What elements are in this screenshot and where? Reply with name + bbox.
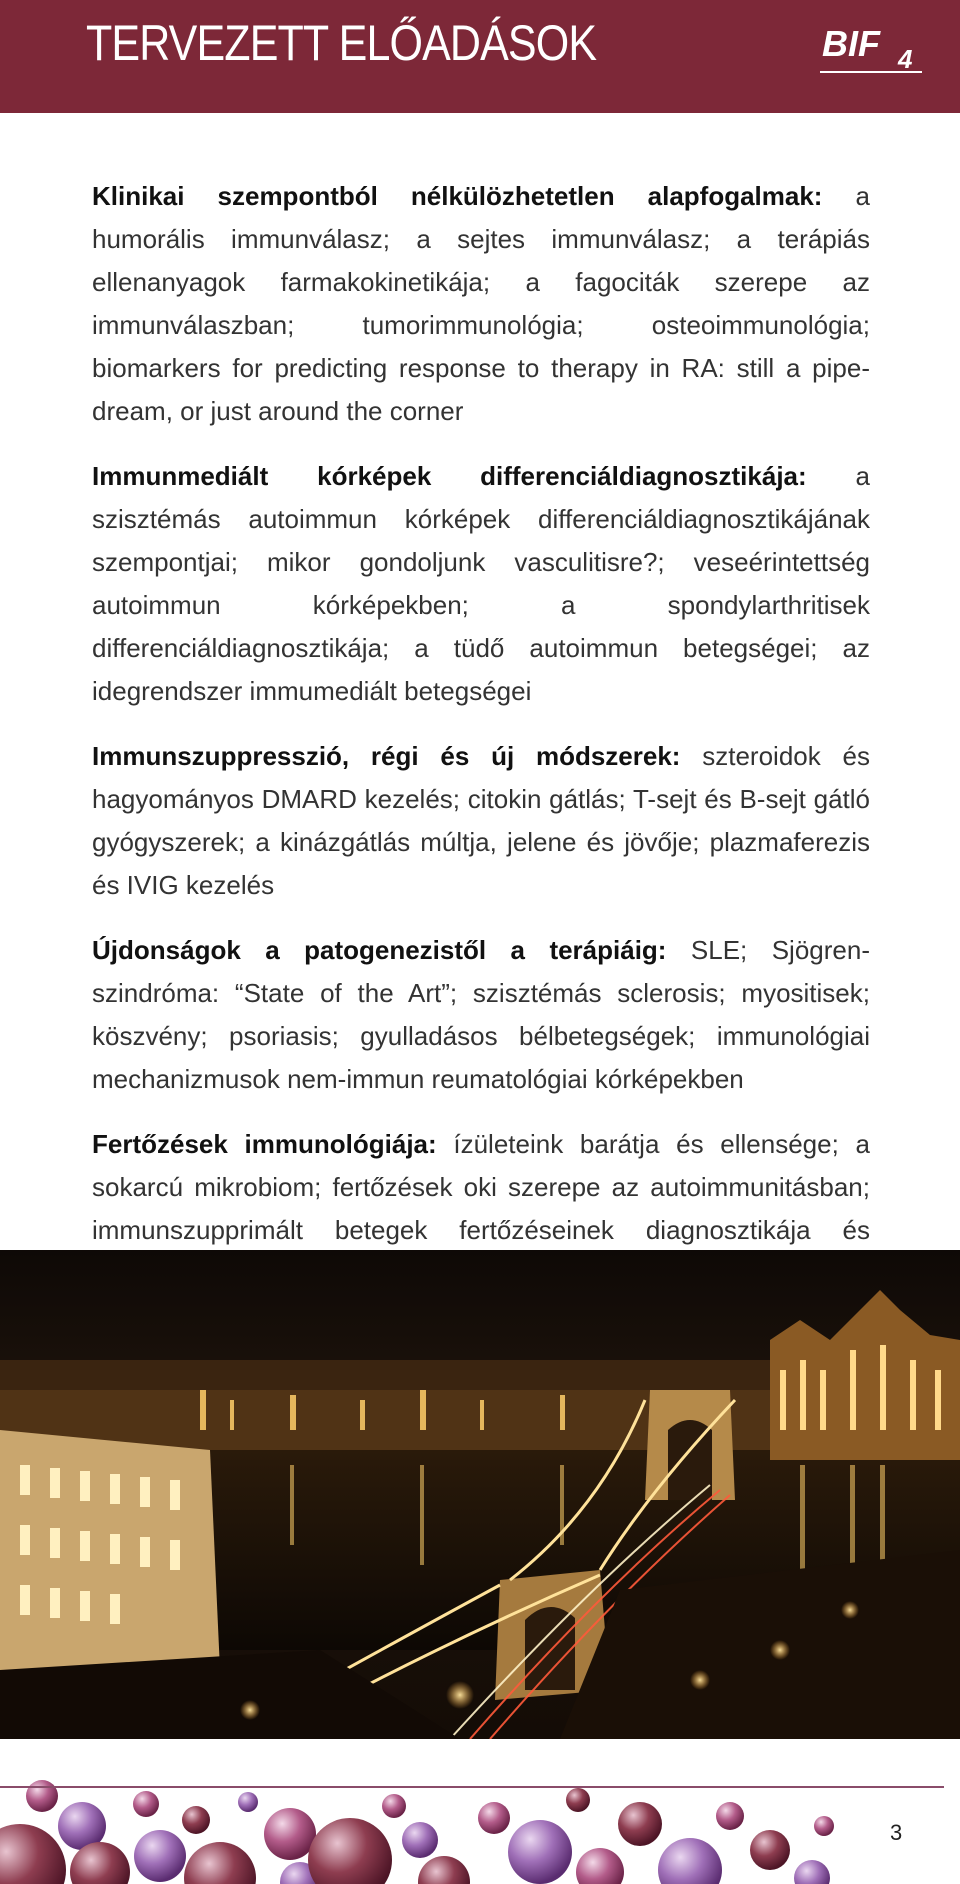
- topic-heading: Fertőzések immunológiája:: [92, 1129, 437, 1159]
- topic-paragraph: [92, 455, 870, 713]
- topic-text: ízületeink barátja és ellensége; a sokarcú mikrobiom; fertőzések oki szerepe az autoimmunitásban; immunszupprimált betegek fertőzéseinek diagnosztikája és: [92, 1129, 870, 1245]
- svg-text:BIF: BIF: [822, 23, 880, 64]
- bif4-logo: [818, 18, 938, 78]
- decorative-bubbles: [0, 1760, 860, 1884]
- page-header: [0, 0, 960, 113]
- svg-text:4: 4: [898, 44, 913, 74]
- topic-heading: Immunszuppresszió, régi és új módszerek:: [92, 741, 681, 771]
- topic-heading: Immunmediált kórképek differenciáldiagnosztikája:: [92, 461, 807, 491]
- topic-paragraph: [92, 175, 870, 433]
- topic-heading: Klinikai szempontból nélkülözhetetlen alapfogalmak:: [92, 181, 823, 211]
- page-title: TERVEZETT ELŐADÁSOK: [86, 15, 597, 71]
- topic-text: a szisztémás autoimmun kórképek differenciáldiagnosztikájának szempontjai; mikor gondoljunk vasculitisre?; veseérintettség autoimmun kórképekben; a spondylarthritisek differenciáldiagnosztikája; a tüdő autoimmun betegségei; az idegrendszer immumediált betegségei: [92, 461, 870, 706]
- topic-text: a humorális immunválasz; a sejtes immunválasz; a terápiás ellenanyagok farmakokinetikája; a fagociták szerepe az immunválaszban; tumorimmunológia; osteoimmunológia; biomarkers for predicting response to therapy in RA: still a pipe-dream, or just around the corner: [92, 181, 870, 426]
- topic-paragraph: [92, 735, 870, 907]
- topic-paragraph: [92, 929, 870, 1101]
- topic-text: szteroidok és hagyományos DMARD kezelés; citokin gátlás; T-sejt és B-sejt gátló gyógyszerek; a kinázgátlás múltja, jelene és jövője; plazmaferezis és IVIG kezelés: [92, 741, 870, 900]
- chain-bridge-night-photo: [0, 1250, 960, 1739]
- topic-heading: Újdonságok a patogenezistől a terápiáig:: [92, 935, 667, 965]
- page-number: 3: [890, 1820, 903, 1845]
- lecture-topics: [92, 175, 870, 1360]
- topic-text: SLE; Sjögren-szindróma: “State of the Art”; szisztémás sclerosis; myositisek; köszvény; psoriasis; gyulladásos bélbetegségek; immunológiai mechanizmusok nem-immun reumatológiai kórképekben: [92, 935, 870, 1094]
- footer-divider: [0, 1786, 944, 1788]
